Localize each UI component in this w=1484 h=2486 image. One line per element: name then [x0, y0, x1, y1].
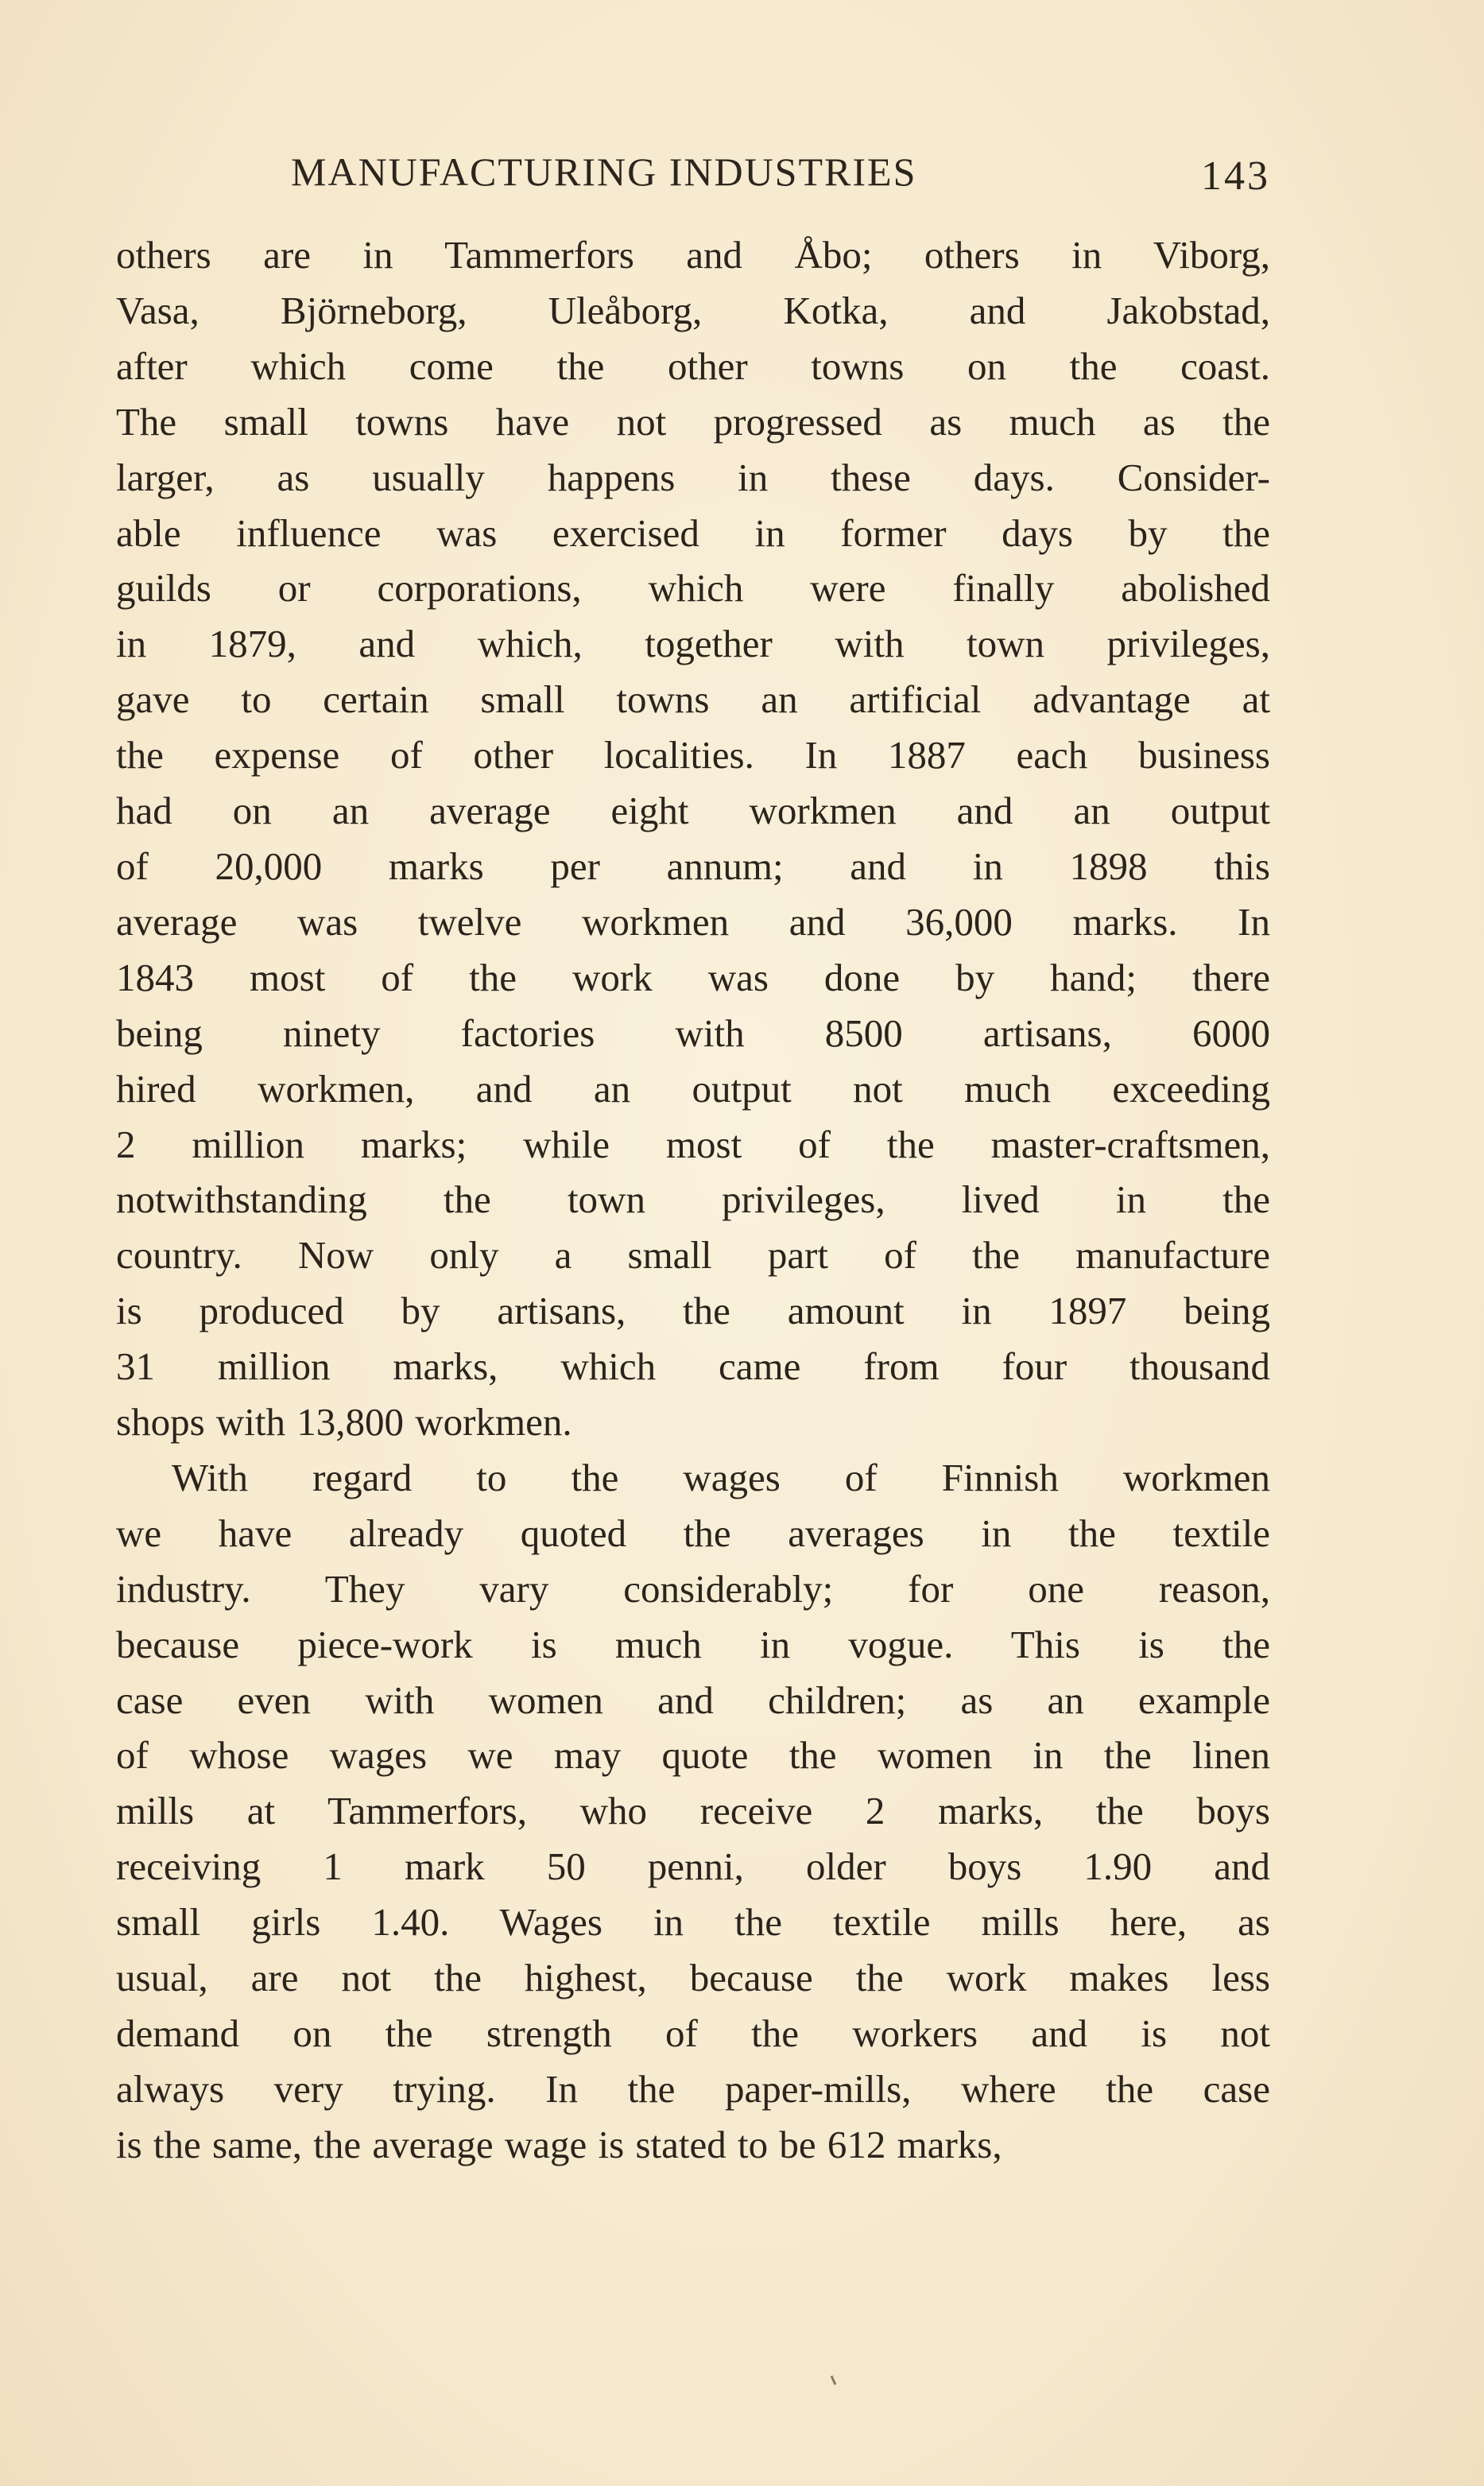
text-line: notwithstanding the town privileges, lived in the: [116, 1177, 1270, 1222]
text-line: in 1879, and which, together with town privileges,: [116, 622, 1270, 666]
text-line: larger, as usually happens in these days. Consider-: [116, 455, 1270, 499]
text-line: is produced by artisans, the amount in 1897 being: [116, 1289, 1270, 1333]
text-line: case even with women and children; as an example: [116, 1677, 1270, 1722]
text-line: after which come the other towns on the coast.: [116, 343, 1270, 388]
text-line: of 20,000 marks per annum; and in 1898 this: [116, 844, 1270, 888]
text-line: had on an average eight workmen and an output: [116, 789, 1270, 833]
text-line: usual, are not the highest, because the work makes less: [116, 1956, 1270, 2000]
text-line: 1843 most of the work was done by hand; there: [116, 955, 1270, 999]
book-page: [116, 148, 1270, 2173]
text-line: being ninety factories with 8500 artisans, 6000: [116, 1010, 1270, 1055]
text-line: average was twelve workmen and 36,000 marks. In: [116, 899, 1270, 944]
text-line: the expense of other localities. In 1887 each business: [116, 733, 1270, 778]
text-line: receiving 1 mark 50 penni, older boys 1.90 and: [116, 1844, 1270, 1889]
text-line: industry. They vary considerably; for one reason,: [116, 1566, 1270, 1611]
text-line: Vasa, Björneborg, Uleåborg, Kotka, and Jakobstad,: [116, 288, 1270, 332]
text-line: With regard to the wages of Finnish workmen: [172, 1455, 1270, 1499]
text-line: is the same, the average wage is stated to be 612 marks,: [116, 2122, 1002, 2166]
text-line: 2 million marks; while most of the master-craftsmen,: [116, 1122, 1270, 1166]
body-text: [116, 227, 1270, 2173]
text-line: of whose wages we may quote the women in the linen: [116, 1733, 1270, 1778]
page-header: [116, 148, 1270, 211]
text-line: guilds or corporations, which were finally abolished: [116, 566, 1270, 611]
text-line: hired workmen, and an output not much exceeding: [116, 1066, 1270, 1111]
text-line: demand on the strength of the workers and is not: [116, 2011, 1270, 2055]
text-line: small girls 1.40. Wages in the textile mills here, as: [116, 1900, 1270, 1945]
page-number: 143: [1201, 153, 1270, 199]
text-line: because piece-work is much in vogue. This is the: [116, 1622, 1270, 1666]
running-head: MANUFACTURING INDUSTRIES: [291, 149, 917, 194]
paragraph-2: [116, 1450, 1270, 2173]
text-line: able influence was exercised in former days by the: [116, 510, 1270, 555]
text-line: shops with 13,800 workmen.: [116, 1400, 572, 1445]
text-line: we have already quoted the averages in the textile: [116, 1511, 1270, 1555]
text-line: The small towns have not progressed as much as the: [116, 399, 1270, 444]
stray-ink-mark: [831, 2375, 837, 2385]
text-line: 31 million marks, which came from four thousand: [116, 1344, 1270, 1389]
text-line: mills at Tammerfors, who receive 2 marks, the boys: [116, 1789, 1270, 1833]
text-line: gave to certain small towns an artificial advantage at: [116, 677, 1270, 722]
text-line: always very trying. In the paper-mills, where the case: [116, 2066, 1270, 2111]
text-line: country. Now only a small part of the manufacture: [116, 1233, 1270, 1278]
text-line: others are in Tammerfors and Åbo; others in Viborg,: [116, 233, 1270, 277]
paragraph-1: [116, 227, 1270, 1450]
